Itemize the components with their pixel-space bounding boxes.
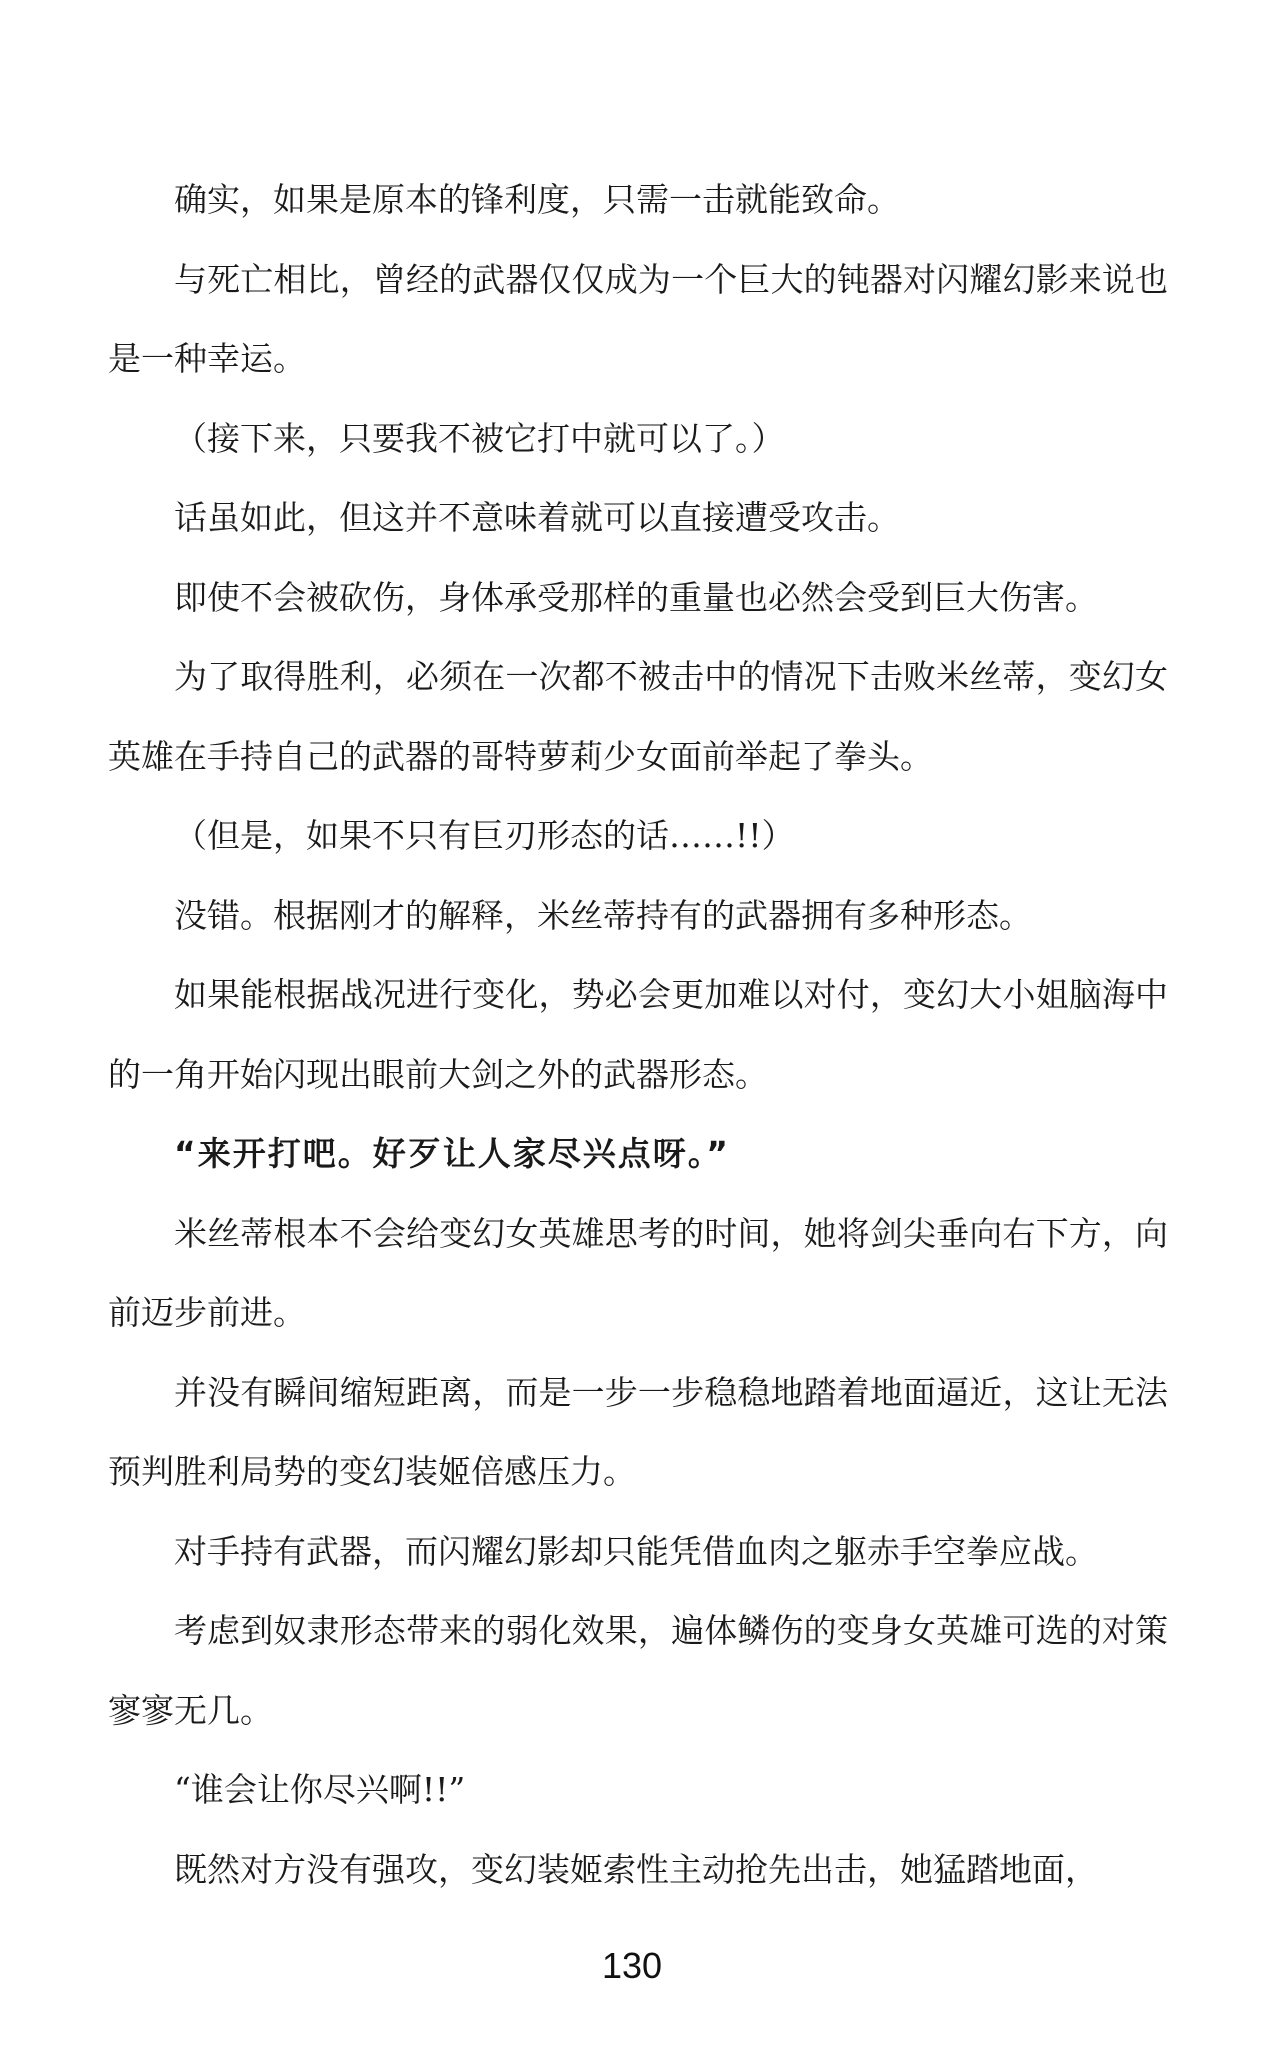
paragraph: 话虽如此，但这并不意味着就可以直接遭受攻击。 <box>174 498 900 537</box>
paragraph: 考虑到奴隶形态带来的弱化效果，遍体鳞伤的变身女英雄可选的对策寥寥无几。 <box>108 1611 1168 1730</box>
paragraph: （但是，如果不只有巨刃形态的话……!!） <box>174 816 795 855</box>
paragraph: “谁会让你尽兴啊!!” <box>174 1770 466 1809</box>
paragraph: 确实，如果是原本的锋利度，只需一击就能致命。 <box>174 180 900 219</box>
paragraph: 即使不会被砍伤，身体承受那样的重量也必然会受到巨大伤害。 <box>174 577 1098 617</box>
paragraph: 对手持有武器，而闪耀幻影却只能凭借血肉之躯赤手空拳应战。 <box>174 1531 1098 1571</box>
paragraph: 并没有瞬间缩短距离，而是一步一步稳稳地踏着地面逼近，这让无法预判胜利局势的变幻装姬倍感压力。 <box>108 1372 1168 1491</box>
paragraph: 为了取得胜利，必须在一次都不被击中的情况下击败米丝蒂，变幻女英雄在手持自己的武器的哥特萝莉少女面前举起了拳头。 <box>108 657 1168 776</box>
dialogue-quote: “来开打吧。好歹让人家尽兴点呀。” <box>174 1134 730 1173</box>
paragraph: 米丝蒂根本不会给变幻女英雄思考的时间，她将剑尖垂向右下方，向前迈步前进。 <box>108 1213 1168 1332</box>
paragraph: 既然对方没有强攻，变幻装姬索性主动抢先出击，她猛踏地面， <box>174 1849 1098 1889</box>
paragraph: （接下来，只要我不被它打中就可以了。） <box>174 418 785 458</box>
paragraph: 如果能根据战况进行变化，势必会更加难以对付，变幻大小姐脑海中的一角开始闪现出眼前大剑之外的武器形态。 <box>108 975 1168 1094</box>
page-number: 130 <box>601 1945 663 1986</box>
paragraph: 与死亡相比，曾经的武器仅仅成为一个巨大的钝器对闪耀幻影来说也是一种幸运。 <box>108 259 1168 378</box>
paragraph: 没错。根据刚才的解释，米丝蒂持有的武器拥有多种形态。 <box>174 895 1032 935</box>
text-body <box>108 160 1168 1909</box>
